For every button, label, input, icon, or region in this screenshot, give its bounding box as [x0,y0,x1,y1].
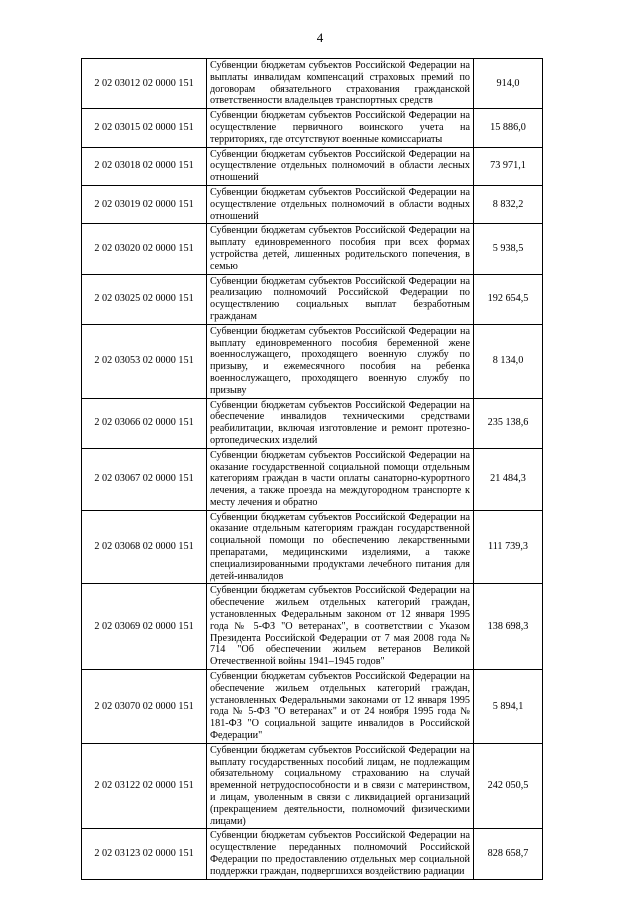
amount-cell: 235 138,6 [474,398,543,448]
description-cell: Субвенции бюджетам субъектов Российской Федерации на выплату единовременного пособия при всех формах устройства детей, лишенных родительского попечения, в семью [207,224,474,274]
table-row [82,109,543,147]
budget-code-cell: 2 02 03122 02 0000 151 [82,743,207,829]
description-cell: Субвенции бюджетам субъектов Российской Федерации на обеспечение инвалидов техническими средствами реабилитации, включая изготовление и ремонт протезно-ортопедических изделий [207,398,474,448]
description-cell: Субвенции бюджетам субъектов Российской Федерации на выплаты инвалидам компенсаций страховых премий по договорам обязательного страхования гражданской ответственности владельцев транспортных средств [207,59,474,109]
budget-code-cell: 2 02 03019 02 0000 151 [82,185,207,223]
table-row [82,185,543,223]
amount-cell: 5 894,1 [474,670,543,744]
amount-cell: 73 971,1 [474,147,543,185]
table-row [82,59,543,109]
description-cell: Субвенции бюджетам субъектов Российской Федерации на обеспечение жильем отдельных категорий граждан, установленных Федеральным законом от 12 января 1995 года № 5-ФЗ "О ветеранах", в соответствии с Указом Президента Российской Федерации от 7 мая 2008 года № 714 "Об обеспечении жильем ветеранов Великой Отечественной войны 1941–1945 годов" [207,584,474,670]
table-body [82,59,543,880]
budget-code-cell: 2 02 03012 02 0000 151 [82,59,207,109]
budget-table [81,58,543,880]
amount-cell: 21 484,3 [474,448,543,510]
description-cell: Субвенции бюджетам субъектов Российской Федерации на выплату государственных пособий лицам, не подлежащим обязательному социальному страхованию на случай временной нетрудоспособности и в связи с материнством, и лицам, уволенным в связи с ликвидацией организаций (прекращением деятельности, полномочий физическими лицами) [207,743,474,829]
table-row [82,274,543,324]
budget-code-cell: 2 02 03015 02 0000 151 [82,109,207,147]
budget-code-cell: 2 02 03018 02 0000 151 [82,147,207,185]
table-row [82,224,543,274]
budget-code-cell: 2 02 03069 02 0000 151 [82,584,207,670]
table-row [82,743,543,829]
budget-code-cell: 2 02 03068 02 0000 151 [82,510,207,584]
page-number: 4 [316,30,324,45]
table-row [82,147,543,185]
description-cell: Субвенции бюджетам субъектов Российской Федерации на оказание государственной социальной помощи отдельным категориям граждан в части оплаты санаторно-курортного лечения, а также проезда на междугородном транспорте к месту лечения и обратно [207,448,474,510]
budget-code-cell: 2 02 03066 02 0000 151 [82,398,207,448]
description-cell: Субвенции бюджетам субъектов Российской Федерации на обеспечение жильем отдельных категорий граждан, установленных Федеральными законами от 12 января 1995 года № 5-ФЗ "О ветеранах" и от 24 ноября 1995 года № 181-ФЗ "О социальной защите инвалидов в Российской Федерации" [207,670,474,744]
budget-code-cell: 2 02 03123 02 0000 151 [82,829,207,879]
amount-cell: 138 698,3 [474,584,543,670]
table-row [82,398,543,448]
description-cell: Субвенции бюджетам субъектов Российской Федерации на осуществление отдельных полномочий в области водных отношений [207,185,474,223]
description-cell: Субвенции бюджетам субъектов Российской Федерации на реализацию полномочий Российской Федерации по осуществлению социальных выплат безработным гражданам [207,274,474,324]
amount-cell: 5 938,5 [474,224,543,274]
description-cell: Субвенции бюджетам субъектов Российской Федерации на осуществление первичного воинского учета на территориях, где отсутствуют военные комиссариаты [207,109,474,147]
amount-cell: 111 739,3 [474,510,543,584]
amount-cell: 15 886,0 [474,109,543,147]
budget-code-cell: 2 02 03070 02 0000 151 [82,670,207,744]
description-cell: Субвенции бюджетам субъектов Российской Федерации на оказание отдельным категориям граждан государственной социальной помощи по обеспечению лекарственными препаратами, медицинскими изделиями, а также специализированными продуктами лечебного питания для детей-инвалидов [207,510,474,584]
table-row [82,584,543,670]
table-row [82,670,543,744]
amount-cell: 8 832,2 [474,185,543,223]
budget-code-cell: 2 02 03020 02 0000 151 [82,224,207,274]
budget-code-cell: 2 02 03067 02 0000 151 [82,448,207,510]
amount-cell: 242 050,5 [474,743,543,829]
amount-cell: 828 658,7 [474,829,543,879]
description-cell: Субвенции бюджетам субъектов Российской Федерации на выплату единовременного пособия беременной жене военнослужащего, проходящего военную службу по призыву, и ежемесячного пособия на ребенка военнослужащего, проходящего военную службу по призыву [207,324,474,398]
budget-code-cell: 2 02 03025 02 0000 151 [82,274,207,324]
amount-cell: 914,0 [474,59,543,109]
amount-cell: 192 654,5 [474,274,543,324]
budget-code-cell: 2 02 03053 02 0000 151 [82,324,207,398]
description-cell: Субвенции бюджетам субъектов Российской Федерации на осуществление отдельных полномочий в области лесных отношений [207,147,474,185]
table-row [82,324,543,398]
table-row [82,829,543,879]
table-row [82,448,543,510]
table-row [82,510,543,584]
amount-cell: 8 134,0 [474,324,543,398]
description-cell: Субвенции бюджетам субъектов Российской Федерации на осуществление переданных полномочий Российской Федерации по предоставлению отдельных мер социальной поддержки граждан, подвергшихся воздействию радиации [207,829,474,879]
